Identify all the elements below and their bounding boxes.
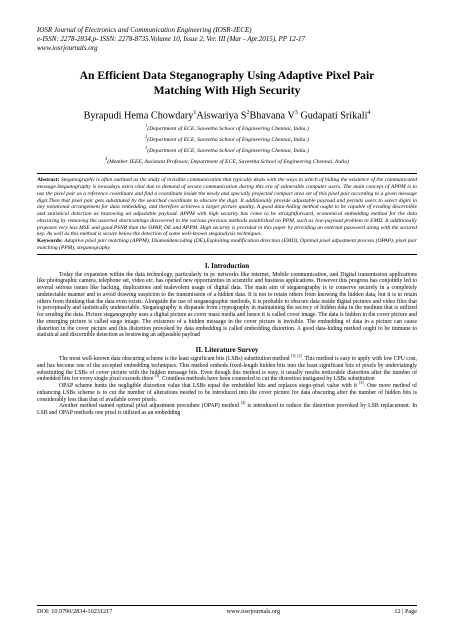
abstract (37, 177, 417, 238)
affiliation-text: (Department of ECE, Saveetha School of Engineering Chennai, India.) (147, 137, 309, 144)
affiliation-sup: 2 (145, 134, 148, 140)
abstract-text: Steganography is often outlined as the study of invisible communication that typically deals with the ways in which of hiding the existence of the communicated message.Steganography is nowadays extra vital due to demand of secure communication during this era of vulnerable computer users. The main concept of APPM is to use the pixel pair as a reference coordinate and find a coordinate inside the newly and specially projected compact area set of this pixel pair according to a given message digit.Then that pixel pair gets substituted by the searched coordinate to obscure the digit. It additionally provide adjustable payload and permits users to select digits in any notational arrangement for data embedding, and therefore achieves a larger picture quality. A good data-hiding method ought to be capable of evading discernible and statistical detection as bestowing an adjustable payload. APPM with high security has come to be straightforward, economical embedding method for the data obscuring by removing the assorted shortcomings discovered in the various previous methods established on PPM, such as low-payload problem in EMD. It additionally proposes very less MSE and good PSNR than the OPAP, DE and APPM. High security is provided in this paper by providing an external password along with the secured key. As well as this method is secure below the detection of some well-known steganalysis techniques. (37, 177, 417, 238)
author-name: Bhavana V (249, 110, 295, 122)
author-sup: 2 (246, 110, 250, 116)
affiliation-text: (Member IEEE, Assistant Professor, Department of ECE, Saveetha School of Engineering Chennai, India) (107, 159, 349, 166)
author-name: Gudapati Srikali (297, 110, 368, 122)
paragraph-text: The most well-known data obscuring scheme is the least significant bits (LSBs) substitution method (59, 356, 291, 363)
paragraph-text: OPAP scheme hunts the negligible distortion value that LSBs equal the embedded bits and replaces stego-pixel value with it (59, 383, 360, 390)
keywords-label: Keywords: (37, 238, 63, 245)
affiliation-text: (Department of ECE, Saveetha School of Engineering Chennai, India.) (147, 126, 309, 133)
keywords-text: Adaptive pixel pair matching (APPM), Diamondencoding (DE),Exploiting modification direction (EMD), Optimal pixel adjustment process (OPAP), pixel pair matching (PPM), steganography. (37, 238, 417, 251)
title-line-2: Matching With High Security (153, 84, 301, 97)
paragraph-text: Another method named optimal pixel adjustment procedure (OPAP) method (59, 403, 241, 410)
author-sup: 3 (294, 110, 298, 116)
citation: [3] (359, 381, 364, 386)
citation: [1], [2] (290, 354, 302, 359)
affiliation-sup: 3 (145, 145, 148, 151)
abstract-label: Abstract: (37, 177, 60, 184)
literature-paragraph-3 (37, 403, 417, 417)
literature-paragraph-1 (37, 354, 417, 386)
journal-site[interactable]: www.iosrjournals.org (37, 44, 98, 52)
title-line-1: An Efficient Data Steganography Using Adaptive Pixel Pair (79, 69, 375, 82)
author-name: Byrapudi Hema Chowdary (83, 110, 194, 122)
author-sup: 1 (193, 110, 197, 116)
issn-line: e-ISSN: 2278-2834,p- ISSN: 2278-8735.Volume 10, Issue 2, Ver. III (Mar - Apr.2015), PP 12-17 (37, 35, 306, 43)
footer-site-link[interactable]: www.iosrjournals.org (226, 608, 281, 615)
paragraph-text: is introduced to reduce the distortion provoked by LSB replacement. In LSB and OPAP methods one pixel is utilized as an embedding (37, 403, 418, 417)
introduction-paragraph: Today the expansion within the data technology, particularly in pc networks like internet, Mobile communication, and Digital transmission applications like photographic camera, telephone set, video etc. has opened new opportunities in scientific and business applications. However this progress has conjointly led to several serious issues like hacking, duplications and malevolent usage of digital data. The main aim of steganography is to conserve securely in a completely undetectable manner and to avoid drawing suspicion to the transmission of a hidden data. It is not to retain others from knowing the hidden data, but it is to retain others from thinking that the data even exists. Alongside the use of steganographic methods, it is probable to obscure data inside digital pictures and video files that is perceptually and statistically undetectable. Steganography is disparate from cryptography in maintaining the secrecy of hidden data in the medium that is utilized for sending the data. Picture steganography uses a digital picture as cover mass media and hence it is called cover image. The data is hidden in the cover picture and the emerging picture is called stego image. The existence of a hidden message in the cover picture is invisible. The embedding of data in a picture can cause distortion in the cover picture and this distortion provoked by data embedding is called embedding distortion. A good data-hiding method ought to be immune to statistical and discernible detection as bestowing an adjustable payload (37, 271, 417, 339)
author-sup: 4 (367, 110, 371, 116)
literature-paragraph-2 (37, 381, 417, 406)
affiliations (37, 122, 417, 166)
section-heading-literature-survey: II. Literature Survey (195, 346, 259, 355)
affiliation-text: (Department of ECE, Saveetha School of Engineering Chennai, India.) (147, 148, 309, 155)
paragraph-text: . Countless methods have been counseled to cut the distortion instigated by LSBs substitution (159, 376, 375, 383)
page-footer (37, 605, 417, 615)
footer-page-number: 12 | Page (394, 608, 417, 615)
footer-doi: DOI: 10.9790/2834-10231217 (37, 608, 113, 615)
affiliation (37, 155, 417, 166)
affiliation (37, 133, 417, 144)
paragraph-text: . One more method of enhancing LSBs scheme is to cut the number of alterations needed to be introduced into the cover picture for data obscuring after the number of hidden bits is considerably less than that of available cover pixels. (37, 383, 417, 403)
paper-title (37, 68, 417, 98)
abstract-box (37, 173, 417, 254)
citation: [1] (154, 374, 160, 379)
journal-header (37, 26, 417, 53)
affiliation-sup: 4 (105, 156, 108, 162)
affiliation (37, 144, 417, 155)
author-list (37, 107, 417, 122)
affiliation (37, 122, 417, 133)
keywords (37, 238, 417, 252)
citation: [4] (240, 401, 246, 406)
section-heading-introduction: I. Introduction (204, 261, 250, 270)
journal-name: IOSR Journal of Electronics and Communication Engineering (IOSR-JECE) (37, 26, 252, 34)
author-name: Aiswariya S (196, 110, 247, 122)
affiliation-sup: 1 (145, 123, 148, 129)
paper-page (37, 26, 417, 417)
paragraph-text: . This method is easy to apply with low CPU cost, and has become one of the accepted embedding techniques. This method embeds fixed-length hidden bits into the least significant bits of pixels by undeviatingly substituting the LSBs of cover picture with the hidden message bits. Even though this method is easy, it usually results noticeable distortion after the number of embedded bits for every single pixel exceeds three (37, 356, 417, 383)
